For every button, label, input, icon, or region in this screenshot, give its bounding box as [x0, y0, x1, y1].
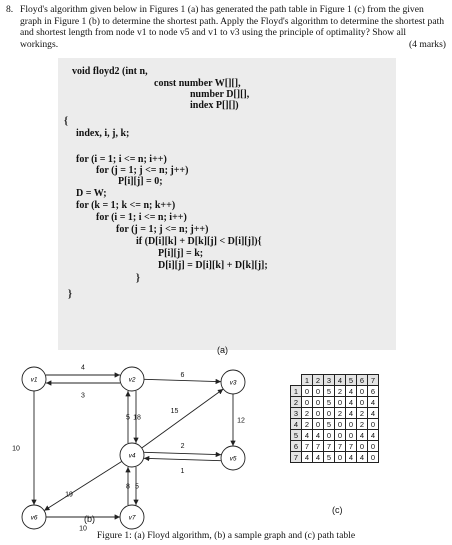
path-table-cell: 0	[324, 430, 335, 441]
code-line: index, i, j, k;	[76, 128, 130, 139]
code-line: for (j = 1; j <= n; j++)	[96, 165, 189, 176]
edge-weight-label: 18	[133, 414, 141, 422]
caption-c: (c)	[332, 505, 343, 515]
path-table-cell: 4	[346, 397, 357, 408]
graph-edge	[144, 379, 221, 381]
path-table-cell: 2	[302, 419, 313, 430]
table-row	[291, 452, 379, 463]
path-table-cell: 4	[346, 408, 357, 419]
graph-node-label: v6	[30, 514, 38, 522]
path-table-column-header: 2	[313, 375, 324, 386]
edge-weight-label: 12	[237, 417, 245, 425]
path-table-cell: 4	[368, 397, 379, 408]
path-table-cell: 5	[324, 419, 335, 430]
path-table-column-header: 4	[335, 375, 346, 386]
path-table-corner	[291, 375, 302, 386]
path-table-cell: 0	[313, 419, 324, 430]
code-line: number D[][],	[190, 89, 250, 100]
path-table-cell: 0	[335, 397, 346, 408]
path-table-cell: 0	[302, 386, 313, 397]
graph-edge	[144, 458, 221, 460]
edge-weight-label: 5	[126, 414, 130, 422]
question-marks: (4 marks)	[408, 38, 446, 50]
path-table-cell: 7	[324, 441, 335, 452]
code-line: for (i = 1; i <= n; i++)	[76, 154, 167, 165]
code-line: D[i][j] = D[i][k] + D[k][j];	[158, 260, 268, 271]
path-table-cell: 0	[368, 441, 379, 452]
code-line: {	[64, 116, 68, 127]
path-table-cell: 4	[357, 452, 368, 463]
path-table-cell: 6	[368, 386, 379, 397]
path-table-cell: 4	[313, 452, 324, 463]
table-row	[291, 408, 379, 419]
path-table-cell: 0	[324, 408, 335, 419]
edge-weight-label: 10	[79, 525, 87, 533]
path-table-row-header: 3	[291, 408, 302, 419]
path-table-cell: 2	[302, 408, 313, 419]
path-table-row-header: 7	[291, 452, 302, 463]
path-table-cell: 0	[313, 408, 324, 419]
path-table	[290, 374, 379, 463]
path-table-cell: 4	[346, 386, 357, 397]
path-table-cell: 0	[346, 419, 357, 430]
path-table-row-header: 2	[291, 397, 302, 408]
code-line: void floyd2 (int n,	[72, 66, 148, 77]
code-line: const number W[][],	[154, 78, 241, 89]
path-table-cell: 0	[335, 430, 346, 441]
edge-weight-label: 6	[180, 372, 185, 379]
graph-svg	[0, 355, 265, 533]
code-line: }	[68, 289, 72, 300]
path-table-cell: 0	[313, 386, 324, 397]
sample-graph	[0, 355, 265, 533]
path-table-cell: 0	[368, 419, 379, 430]
graph-edge	[142, 389, 224, 451]
path-table-cell: 7	[335, 441, 346, 452]
path-table-cell: 0	[346, 430, 357, 441]
path-table-cell: 4	[302, 452, 313, 463]
graph-node-label: v3	[229, 379, 237, 387]
edge-weight-label: 2	[180, 443, 185, 451]
floyd-code-listing	[58, 58, 396, 350]
caption-a: (a)	[217, 345, 228, 355]
code-line: for (i = 1; i <= n; i++)	[96, 212, 187, 223]
path-table-cell: 0	[368, 452, 379, 463]
path-table-cell: 0	[313, 397, 324, 408]
edge-weight-label: 3	[81, 392, 85, 400]
table-row	[291, 419, 379, 430]
path-table-column-header: 7	[368, 375, 379, 386]
path-table-cell: 4	[346, 452, 357, 463]
table-row	[291, 441, 379, 452]
edge-weight-label: 8	[126, 483, 130, 491]
question-number: 8.	[6, 4, 14, 15]
edge-weight-label: 5	[135, 483, 139, 491]
edge-weight-label: 10	[12, 445, 20, 453]
code-line: }	[136, 273, 140, 284]
path-table-cell: 4	[368, 430, 379, 441]
graph-edge	[144, 452, 221, 454]
path-table-cell: 4	[313, 430, 324, 441]
code-line: index P[][])	[190, 100, 239, 111]
path-table-column-header: 5	[346, 375, 357, 386]
caption-b: (b)	[84, 514, 95, 524]
edge-weight-label: 4	[81, 364, 85, 372]
figure-caption: Figure 1: (a) Floyd algorithm, (b) a sample graph and (c) path table	[96, 530, 356, 541]
path-table-cell: 2	[357, 419, 368, 430]
graph-node-label: v2	[128, 376, 136, 384]
path-table-cell: 4	[357, 430, 368, 441]
graph-node-label: v1	[30, 376, 38, 384]
path-table-cell: 0	[357, 397, 368, 408]
path-table-row-header: 5	[291, 430, 302, 441]
path-table-column-header: 1	[302, 375, 313, 386]
path-table-cell: 5	[324, 386, 335, 397]
path-table-cell: 0	[357, 386, 368, 397]
graph-node-label: v7	[128, 514, 136, 522]
edge-weight-label: 15	[170, 408, 179, 415]
path-table-cell: 7	[346, 441, 357, 452]
table-row	[291, 386, 379, 397]
edge-weight-label: 1	[180, 467, 185, 475]
code-line: if (D[i][k] + D[k][j] < D[i][j]){	[136, 236, 262, 247]
path-table-cell: 2	[335, 386, 346, 397]
path-table-cell: 0	[357, 441, 368, 452]
question-block	[6, 4, 446, 50]
path-table-cell: 5	[324, 452, 335, 463]
path-table-row-header: 1	[291, 386, 302, 397]
graph-edge	[44, 461, 122, 510]
edge-weight-label: 19	[65, 491, 73, 499]
path-table-header-row	[291, 375, 379, 386]
code-line: for (k = 1; k <= n; k++)	[76, 200, 176, 211]
path-table-column-header: 3	[324, 375, 335, 386]
path-table-cell: 5	[324, 397, 335, 408]
path-table-column-header: 6	[357, 375, 368, 386]
path-table-row-header: 6	[291, 441, 302, 452]
path-table-cell: 0	[302, 397, 313, 408]
code-line: for (j = 1; j <= n; j++)	[116, 224, 209, 235]
graph-node-label: v4	[128, 452, 136, 460]
path-table-cell: 2	[357, 408, 368, 419]
table-row	[291, 397, 379, 408]
path-table-cell: 7	[313, 441, 324, 452]
table-row	[291, 430, 379, 441]
path-table-cell: 7	[302, 441, 313, 452]
path-table-cell: 2	[335, 408, 346, 419]
code-line: P[i][j] = k;	[158, 248, 204, 259]
path-table-cell: 4	[302, 430, 313, 441]
code-line: D = W;	[76, 188, 107, 199]
code-line: P[i][j] = 0;	[118, 176, 163, 187]
graph-node-label: v5	[229, 455, 237, 463]
path-table-cell: 0	[335, 419, 346, 430]
path-table-row-header: 4	[291, 419, 302, 430]
path-table-cell: 4	[368, 408, 379, 419]
path-table-cell: 0	[335, 452, 346, 463]
question-text: Floyd's algorithm given below in Figures 1 (a) has generated the path table in Figure 1 (c) from the given graph in Figure 1 (b) to determine the shortest path. Apply the Floyd's algorithm to determine the shortest path and shortest length from node v1 to node v5 and v1 to v3 using the principle of optimality? Show all workings.	[20, 4, 445, 50]
